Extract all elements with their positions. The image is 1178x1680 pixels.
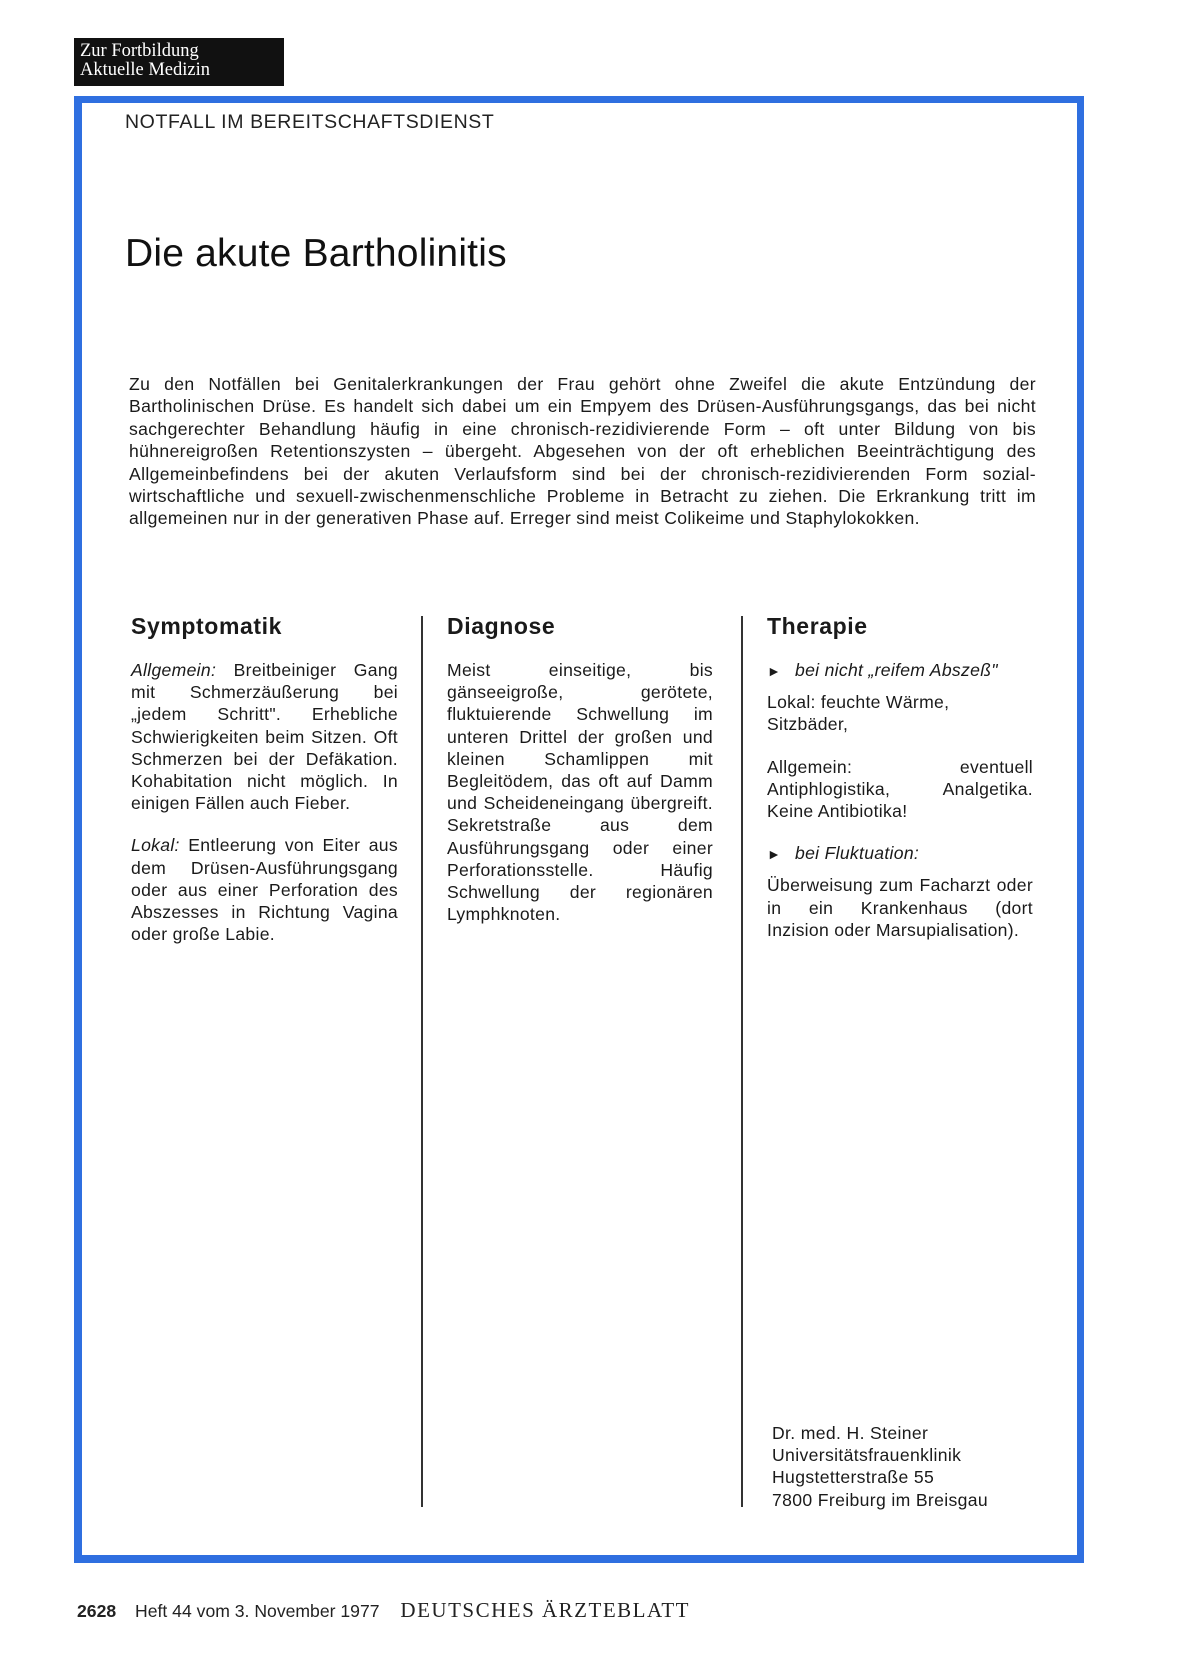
therapie-case-1-label <box>767 659 1033 682</box>
symptomatik-local-label: Lokal: <box>131 835 180 856</box>
symptomatik-general-label: Allgemein: <box>131 660 217 680</box>
therapie-case-2-body: Überweisung zum Facharzt oder in ein Krankenhaus (dort Inzision oder Marsupialisation). <box>767 875 1033 940</box>
corner-label-line-1: Zur Fortbildung <box>80 41 199 61</box>
diagnose-column <box>447 613 713 945</box>
diagnose-heading: Diagnose <box>447 613 556 639</box>
therapie-case-1-text: bei nicht „reifem Abszeß" <box>795 660 998 680</box>
intro-paragraph: Zu den Notfällen bei Genitalerkrankungen der Frau gehört ohne Zweifel die akute Entzündung der Bartholinischen Drüse. Es handelt sich dabei um ein Empyem des Drüsen-Ausführungsgangs, das bei nicht sachgerechter Behandlung häufig in eine chronisch-rezidivierende Form – oft unter Bildung von bis hühnereigroßen Retentionszysten – übergeht. Abgesehen von der oft erheblichen Beeinträchtigung des Allgemeinbefindens bei der akuten Verlaufsform sind bei der chronisch-rezidivierenden Form sozial-wirtschaftliche und sexuell-zwischenmenschliche Probleme in Betracht zu ziehen. Die Erkrankung tritt im allgemeinen nur in der generativen Phase auf. Erreger sind meist Colikeime und Staphylokokken. <box>129 374 1036 529</box>
symptomatik-local-text: Entleerung von Eiter aus dem Drüsen-Ausführungsgang oder aus einer Perforation des Abszesses in Richtung Vagina oder große Labie. <box>131 835 398 945</box>
diagnose-text: Meist einseitige, bis gänseeigroße, gerötete, fluktuierende Schwellung im unteren Drittel der großen und kleinen Schamlippen mit Begleitödem, das oft auf Damm und Scheideneingang übergreift. Sekretstraße aus dem Ausführungsgang oder einer Perforationsstelle. Häufig Schwellung der regionären Lymphknoten. <box>447 660 713 925</box>
therapie-case-2-text: bei Fluktuation: <box>795 843 920 864</box>
arrow-right-icon: ► <box>767 846 782 863</box>
page-footer <box>77 1598 690 1623</box>
author-name: Dr. med. H. Steiner <box>772 1423 929 1443</box>
arrow-right-icon: ► <box>767 663 782 679</box>
page-number: 2628 <box>77 1601 117 1621</box>
symptomatik-local <box>131 834 398 945</box>
corner-label-line-2: Aktuelle Medizin <box>80 60 210 80</box>
therapie-case-1-local: Lokal: feuchte Wärme, Sitzbäder, <box>767 692 950 735</box>
section-label: NOTFALL IM BEREITSCHAFTSDIENST <box>125 111 495 133</box>
author-address <box>772 1422 988 1511</box>
symptomatik-column <box>131 613 398 965</box>
symptomatik-general-text: Breitbeiniger Gang mit Schmerzäußerung bei „jedem Schritt". Erhebliche Schwierigkeiten beim Sitzen. Oft Schmerzen bei der Defäkation. Kohabitation nicht möglich. In einigen Fällen auch Fieber. <box>131 660 398 814</box>
symptomatik-heading: Symptomatik <box>131 613 283 639</box>
journal-name: DEUTSCHES ÄRZTEBLATT <box>400 1598 690 1622</box>
author-city: 7800 Freiburg im Breisgau <box>772 1489 989 1510</box>
therapie-case-1-general: Allgemein: eventuell Antiphlogistika, Analgetika. Keine Antibiotika! <box>767 756 1033 822</box>
article-title: Die akute Bartholinitis <box>125 232 507 275</box>
author-institution: Universitätsfrauenklinik <box>772 1445 962 1466</box>
symptomatik-general <box>131 659 398 814</box>
therapie-case-2-label <box>767 842 1033 865</box>
section-corner-label <box>74 38 284 86</box>
column-divider-2 <box>741 616 743 1507</box>
column-divider-1 <box>421 616 423 1507</box>
therapie-column <box>767 613 1033 961</box>
issue-info: Heft 44 vom 3. November 1977 <box>135 1601 380 1621</box>
author-street: Hugstetterstraße 55 <box>772 1467 935 1488</box>
therapie-heading: Therapie <box>767 613 868 639</box>
